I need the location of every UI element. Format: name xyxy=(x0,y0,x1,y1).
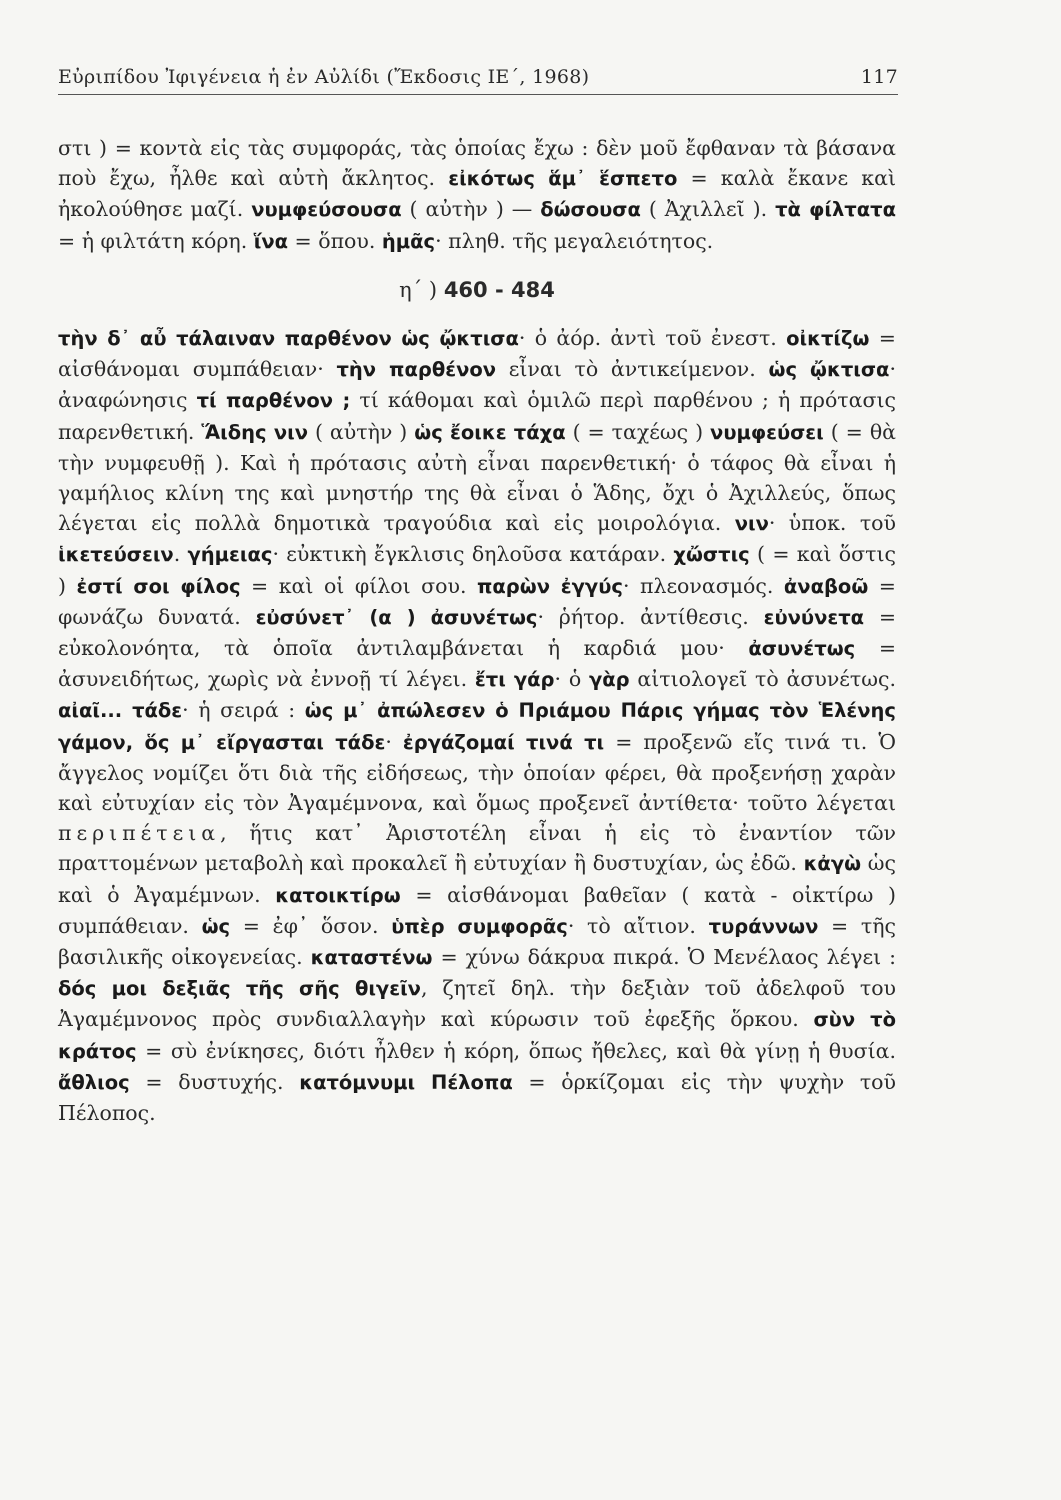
lemma: κἀγὼ xyxy=(803,852,862,876)
lemma: ὡς μ᾿ ἀπώλεσεν ὁ Πριάμου Πάρις γήμας τὸν Ἑλένης γάμον, ὅς μ᾿ εἴργασται τάδε xyxy=(58,699,896,754)
lemma: σὺν τὸ κράτος xyxy=(58,1008,896,1063)
lemma: εἰκότως ἅμ᾿ ἕσπετο xyxy=(448,167,678,191)
lemma: ἐργάζομαί τινά τι xyxy=(402,730,605,754)
lemma: ἔτι γάρ xyxy=(474,668,555,692)
section-heading xyxy=(58,275,896,305)
lemma: κατοικτίρω xyxy=(275,883,401,907)
lemma: γὰρ xyxy=(588,668,630,692)
lemma: ἵνα xyxy=(253,229,289,253)
lemma: τὴν παρθένον xyxy=(336,358,497,382)
lemma: ὡς ᾤκτισα xyxy=(768,358,890,382)
lemma: χὤστις xyxy=(673,543,750,567)
lemma: τὴν δ᾿ αὖ τάλαιναν παρθένον ὡς ᾤκτισα xyxy=(58,327,519,351)
lemma: παρὼν ἐγγύς xyxy=(476,574,623,598)
lemma: ὡς xyxy=(201,914,231,938)
section-range: 460 - 484 xyxy=(443,277,555,302)
lemma: δώσουσα xyxy=(540,198,641,222)
lemma: δός μοι δεξιᾶς τῆς σῆς θιγεῖν xyxy=(58,977,421,1001)
lemma: εὐσύνετ᾿ (α ) ἀσυνέτως xyxy=(255,605,538,629)
lemma: ἐστί σοι φίλος xyxy=(76,574,241,598)
running-header xyxy=(58,66,898,95)
spaced-term: περιπέτεια xyxy=(58,821,221,846)
paragraph-1: στι ) = κοντὰ εἰς τὰς συμφοράς, τὰς ὁποίας ἔχω : δὲν μοῦ ἔφθαναν τὰ βάσανα ποὺ ἔχω, ἦλθε καὶ αὐτὴ ἄκλητος. εἰκότως ἅμ᾿ ἕσπετο = καλὰ ἔκανε καὶ ἠκολούθησε μαζί. νυμφεύσουσα ( αὐτὴν ) — δώσουσα ( Ἀχιλλεῖ ). τὰ φίλτατα = ἡ φιλτάτη κόρη. ἵνα = ὅπου. ἡμᾶς· πληθ. τῆς μεγαλειότητος. xyxy=(58,136,897,253)
paragraph-2: τὴν δ᾿ αὖ τάλαιναν παρθένον ὡς ᾤκτισα· ὁ ἀόρ. ἀντὶ τοῦ ἐνεστ. οἰκτίζω = αἰσθάνομαι συμπάθειαν· τὴν παρθένον εἶναι τὸ ἀντικείμενον. ὡς ᾤκτισα· ἀναφώνησις τί παρθένον ; τί κάθομαι καὶ ὁμιλῶ περὶ παρθένου ; ἡ πρότασις παρενθετική. Ἅιδης νιν ( αὐτὴν ) ὡς ἔοικε τάχα ( = ταχέως ) νυμφεύσει ( = θὰ τὴν νυμφευθῇ ). Καὶ ἡ πρότασις αὐτὴ εἶναι παρενθετική· ὁ τάφος θὰ εἶναι ἡ γαμήλιος κλίνη της καὶ μνηστήρ της θὰ εἶναι ὁ Ἅδης, ὄχι ὁ Ἀχιλλεύς, ὅπως λέγεται εἰς πολλὰ δημοτικὰ τραγούδια καὶ εἰς μοιρολόγια. νιν· ὑποκ. τοῦ ἱκετεύσειν. γήμειας· εὐκτικὴ ἔγκλισις δηλοῦσα κατάραν. χὤστις ( = καὶ ὅστις ) ἐστί σοι φίλος = καὶ οἱ φίλοι σου. παρὼν ἐγγύς· πλεονασμός. ἀναβοῶ = φωνάζω δυνατά. εὐσύνετ᾿ (α ) ἀσυνέτως· ῥήτορ. ἀντίθεσις. εὐνύνετα = εὐκολονόητα, τὰ ὁποῖα ἀντιλαμβάνεται ἡ καρδιά μου· ἀσυνέτως = ἀσυνειδήτως, χωρὶς νὰ ἐννοῇ τί λέγει. ἔτι γάρ· ὁ γὰρ αἰτιολογεῖ τὸ ἀσυνέτως. αἰαῖ... τάδε· ἡ σειρά : ὡς μ᾿ ἀπώλεσεν ὁ Πριάμου Πάρις γήμας τὸν Ἑλένης γάμον, ὅς μ᾿ εἴργασται τάδε· ἐργάζομαί τινά τι = προξενῶ εἴς τινά τι. Ὁ ἄγγελος νομίζει ὅτι διὰ τῆς εἰδήσεως, τὴν ὁποίαν φέρει, θὰ προξενήσῃ χαρὰν καὶ εὐτυχίαν εἰς τὸν Ἀγαμέμνονα, καὶ ὅμως προξενεῖ ἀντίθετα· τοῦτο λέγεται περιπέτεια, ἥτις κατ᾿ Ἀριστοτέλη εἶναι ἡ εἰς τὸ ἐναντίον τῶν πραττομένων μεταβολὴ καὶ προκαλεῖ ἢ εὐτυχίαν ἢ δυστυχίαν, ὡς ἐδῶ. κἀγὼ ὡς καὶ ὁ Ἀγαμέμνων. κατοικτίρω = αἰσθάνομαι βαθεῖαν ( κατὰ - οἰκτίρω ) συμπάθειαν. ὡς = ἐφ᾿ ὅσον. ὑπὲρ συμφορᾶς· τὸ αἴτιον. τυράννων = τῆς βασιλικῆς οἰκογενείας. καταστένω = χύνω δάκρυα πικρά. Ὁ Μενέλαος λέγει : δός μοι δεξιᾶς τῆς σῆς θιγεῖν, ζητεῖ δηλ. τὴν δεξιὰν τοῦ ἀδελφοῦ του Ἀγαμέμνονος πρὸς συνδιαλλαγὴν καὶ κύρωσιν τοῦ ἐφεξῆς ὅρκου. σὺν τὸ κράτος = σὺ ἐνίκησες, διότι ἦλθεν ἡ κόρη, ὅπως ἤθελες, καὶ θὰ γίνῃ ἡ θυσία. ἄθλιος = δυστυχής. κατόμνυμι Πέλοπα = ὁρκίζομαι εἰς τὴν ψυχὴν τοῦ Πέλοπος. xyxy=(58,326,897,1126)
lemma: ἀναβοῶ xyxy=(783,574,869,598)
lemma: νιν xyxy=(734,512,769,536)
lemma: νυμφεύσει xyxy=(710,420,824,444)
lemma: τὰ φίλτατα xyxy=(775,198,896,222)
lemma: οἰκτίζω xyxy=(786,327,870,351)
commentary-body xyxy=(58,133,896,1128)
page-number: 117 xyxy=(860,66,898,88)
section-label: η΄ ) xyxy=(399,277,438,302)
lemma: τυράννων xyxy=(708,914,819,938)
lemma: τί παρθένον ; xyxy=(196,389,351,413)
lemma: ἀσυνέτως xyxy=(748,637,856,661)
lemma: γήμειας xyxy=(187,543,273,567)
lemma: ἱκετεύσειν xyxy=(58,543,174,567)
lemma: κατόμνυμι Πέλοπα xyxy=(299,1070,513,1094)
lemma: νυμφεύσουσα xyxy=(251,198,402,222)
lemma: Ἅιδης νιν xyxy=(201,420,308,444)
header-title: Εὐριπίδου Ἰφιγένεια ἡ ἐν Αὐλίδι (Ἔκδοσις ΙΕ΄, 1968) xyxy=(58,66,590,88)
lemma: ὡς ἔοικε τάχα xyxy=(414,420,566,444)
lemma: ὑπὲρ συμφορᾶς xyxy=(391,914,568,938)
lemma: εὐνύνετα xyxy=(763,605,865,629)
lemma: αἰαῖ... τάδε xyxy=(58,699,183,723)
lemma: ἄθλιος xyxy=(58,1070,130,1094)
lemma: καταστένω xyxy=(310,946,433,970)
lemma: ἡμᾶς xyxy=(381,229,436,253)
